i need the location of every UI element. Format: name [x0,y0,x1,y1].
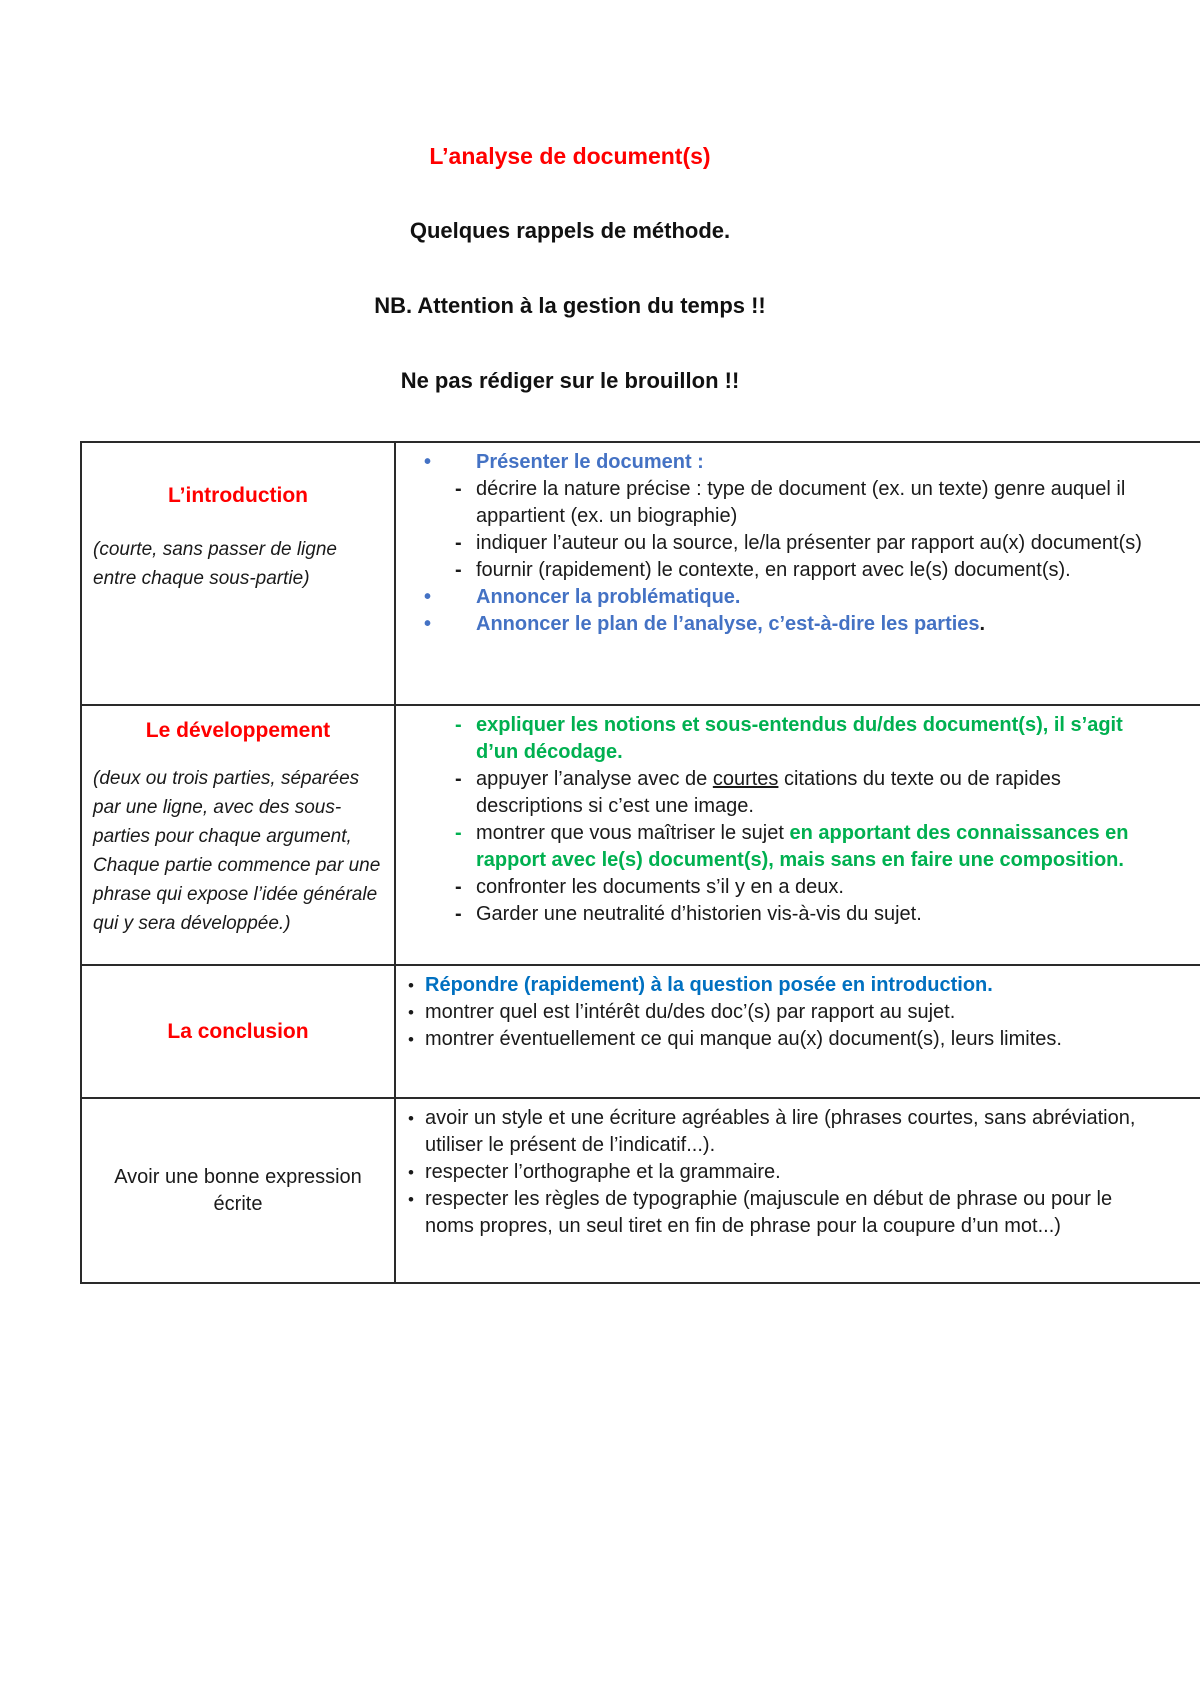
text-segment: Garder une neutralité d’historien vis-à-vis du sujet. [476,903,922,925]
item-text [476,530,1161,557]
item-text [425,1159,1161,1186]
row-content-cell [395,1098,1200,1283]
item-text [425,972,1161,999]
list-item [408,874,1161,901]
list-item [408,449,1161,476]
item-list [408,712,1161,928]
list-item [408,584,1161,611]
dash-marker: - [455,822,462,844]
list-item [408,476,1161,530]
subtitle-method: Quelques rappels de méthode. [409,218,731,243]
list-item [408,1159,1161,1186]
table-row [81,705,1200,965]
item-text [425,1105,1161,1159]
row-content-cell [395,965,1200,1098]
list-item [408,611,1161,638]
row-header: Le développement [145,719,331,742]
item-text [476,901,1161,928]
item-text [425,1186,1161,1240]
dash-marker: - [455,876,462,898]
dash-marker: - [455,478,462,500]
table-row [81,965,1200,1098]
item-text [476,476,1161,530]
row-content-cell [395,442,1200,705]
row-header: La conclusion [167,1019,309,1043]
text-segment: Annoncer la problématique. [476,586,741,608]
bullet-marker: • [408,976,414,995]
text-segment: citations du texte ou de rapides descriptions si c’est une image. [476,768,1061,817]
row-label-cell [81,1098,395,1283]
bullet-marker: • [408,1030,414,1049]
bullet-marker: • [424,586,432,608]
text-segment: décrire la nature précise : type de document (ex. un texte) genre auquel il appartient (ex. un biographie) [476,478,1126,527]
dash-marker: - [455,903,462,925]
text-segment: en apportant des connaissances en rapport avec le(s) document(s), mais sans en faire une composition. [476,822,1129,871]
text-segment: . [979,613,986,635]
list-item [408,1026,1161,1053]
text-segment: courtes [712,768,779,790]
text-segment: montrer éventuellement ce qui manque au(x) document(s), leurs limites. [425,1028,1062,1050]
row-label-cell [81,965,395,1098]
page-title: L’analyse de document(s) [429,143,711,169]
dash-marker: - [455,559,462,581]
row-label-cell [81,442,395,705]
list-item [408,766,1161,820]
dash-marker: - [455,532,462,554]
item-text [476,449,1161,476]
item-list [408,972,1161,1053]
item-list [408,449,1161,638]
bullet-marker: • [424,451,432,473]
dash-marker: - [455,714,462,736]
subtitle-time-warning: NB. Attention à la gestion du temps !! [374,293,766,318]
bullet-marker: • [408,1109,414,1128]
bullet-marker: • [408,1190,414,1209]
text-segment: avoir un style et une écriture agréables à lire (phrases courtes, sans abréviation, utiliser le présent de l’indicatif...). [425,1107,1136,1156]
item-text [425,999,1161,1026]
text-segment: appuyer l’analyse avec de [476,768,713,790]
row-content-cell [395,705,1200,965]
item-text [476,584,1161,611]
document-headings [0,141,1140,396]
subtitle-draft-warning: Ne pas rédiger sur le brouillon !! [400,368,740,393]
list-item [408,972,1161,999]
bullet-marker: • [408,1003,414,1022]
text-segment: Répondre (rapidement) à la question posée en introduction. [425,974,993,996]
text-segment: respecter les règles de typographie (majuscule en début de phrase ou pour le noms propres, un seul tiret en fin de phrase pour la coupure d’un mot...) [425,1188,1113,1237]
item-text [476,712,1161,766]
method-table [80,441,1200,1284]
item-list [408,1105,1161,1240]
text-segment: Annoncer le plan de l’analyse, c’est-à-dire les parties [476,613,980,635]
list-item [408,1105,1161,1159]
row-header: Avoir une bonne expression écrite [114,1165,362,1215]
text-segment: fournir (rapidement) le contexte, en rapport avec le(s) document(s). [476,559,1071,581]
row-note: (courte, sans passer de ligne entre chaque sous-partie) [93,539,337,589]
text-segment: respecter l’orthographe et la grammaire. [425,1161,781,1183]
list-item [408,999,1161,1026]
item-text [425,1026,1161,1053]
text-segment: confronter les documents s’il y en a deux. [476,876,844,898]
text-segment: Présenter le document : [476,451,704,473]
list-item [408,1186,1161,1240]
item-text [476,766,1161,820]
dash-marker: - [455,768,462,790]
list-item [408,530,1161,557]
item-text [476,611,1161,638]
list-item [408,557,1161,584]
bullet-marker: • [408,1163,414,1182]
item-text [476,820,1161,874]
text-segment: indiquer l’auteur ou la source, le/la présenter par rapport au(x) document(s) [476,532,1142,554]
list-item [408,712,1161,766]
text-segment: montrer que vous maîtriser le sujet [476,822,790,844]
row-header: L’introduction [168,484,308,507]
list-item [408,820,1161,874]
table-row [81,442,1200,705]
item-text [476,557,1161,584]
table-row [81,1098,1200,1283]
text-segment: montrer quel est l’intérêt du/des doc’(s) par rapport au sujet. [425,1001,956,1023]
list-item [408,901,1161,928]
row-label-cell [81,705,395,965]
bullet-marker: • [424,613,432,635]
item-text [476,874,1161,901]
text-segment: expliquer les notions et sous-entendus du/des document(s), il s’agit d’un décodage. [476,714,1123,763]
row-note: (deux ou trois parties, séparées par une ligne, avec des sous-parties pour chaque argument, Chaque partie commence par une phrase qui expose l’idée générale qui y sera développée.) [93,768,381,934]
